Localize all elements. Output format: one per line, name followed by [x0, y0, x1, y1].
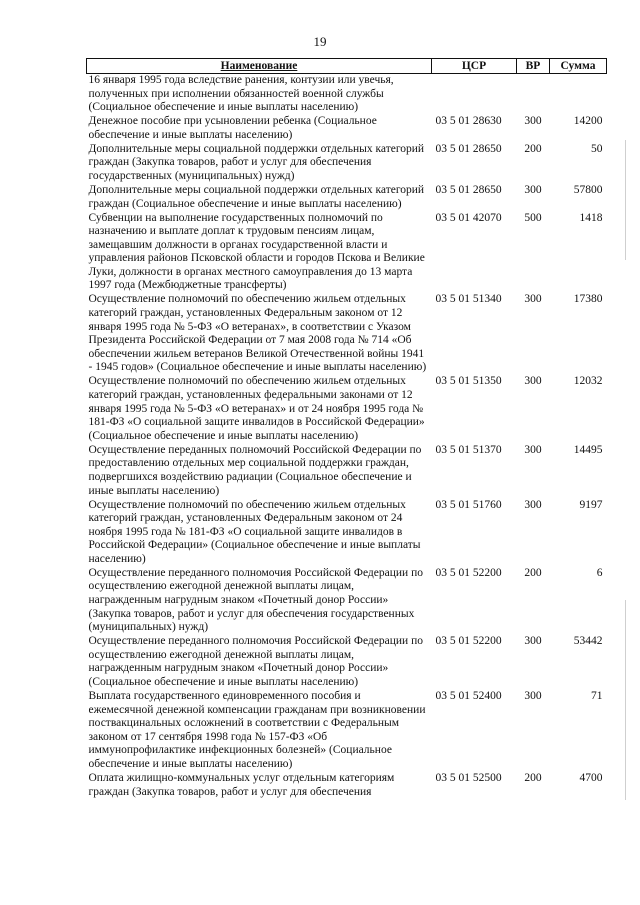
row-csr: 03 5 01 28650 — [435, 183, 502, 196]
row-name: 16 января 1995 года вследствие ранения, контузии или увечья, полученных при исполнении обязанностей военной службы (Социальное обеспечение и иные выплаты населению) — [88, 74, 394, 114]
row-vr: 300 — [524, 443, 542, 456]
table-row — [87, 375, 607, 443]
page-number: 19 — [313, 34, 327, 49]
row-sum: 6 — [596, 566, 603, 579]
table-row — [87, 115, 607, 143]
row-vr: 300 — [524, 635, 542, 648]
table-row — [87, 212, 607, 294]
row-sum: 1418 — [579, 211, 603, 224]
row-name: Субвенции на выполнение государственных полномочий по назначению и выплате доплат к трудовым пенсиям лицам, замещавшим должности в органах государственной власти и управления районов Псковской области и городов Пскова и Великие Луки, должности в органах местного самоуправления до 13 марта 1997 года (Межбюджетные трансферты) — [88, 211, 425, 292]
row-vr: 300 — [524, 690, 542, 703]
row-csr: 03 5 01 52500 — [435, 771, 502, 784]
row-name: Дополнительные меры социальной поддержки отдельных категорий граждан (Социальное обеспечение и иные выплаты населению) — [88, 183, 425, 210]
header-sum: Сумма — [550, 59, 607, 74]
row-name: Осуществление полномочий по обеспечению жильем отдельных категорий граждан, установленных Федеральным законом от 12 января 1995 года № 5-ФЗ «О ветеранах», в соответствии с Указом Президента Российской Федерации от 7 мая 2008 года № 714 «Об обеспечении жильем ветеранов Великой Отечественной войны 1941 - 1945 годов» (Социальное обеспечение и иные выплаты населению) — [88, 293, 427, 374]
row-name: Оплата жилищно-коммунальных услуг отдельным категориям граждан (Закупка товаров, работ и услуг для обеспечения — [88, 771, 395, 798]
table-row — [87, 499, 607, 567]
row-sum: 14200 — [573, 115, 603, 128]
table-row — [87, 184, 607, 212]
table-row — [87, 635, 607, 690]
row-sum: 14495 — [573, 443, 603, 456]
table-body — [87, 74, 607, 800]
row-vr — [517, 74, 550, 116]
table-row — [87, 143, 607, 184]
row-csr: 03 5 01 51370 — [435, 443, 502, 456]
row-sum: 17380 — [573, 293, 603, 306]
row-name: Денежное пособие при усыновлении ребенка (Социальное обеспечение и иные выплаты населению) — [88, 115, 377, 141]
row-csr: 03 5 01 42070 — [435, 211, 502, 224]
row-name: Дополнительные меры социальной поддержки отдельных категорий граждан (Закупка товаров, работ и услуг для обеспечения государственных (муниципальных) нужд) — [88, 142, 425, 182]
table-row — [87, 444, 607, 499]
row-csr: 03 5 01 28650 — [435, 142, 502, 155]
header-name: Наименование — [87, 59, 432, 74]
header-csr: ЦСР — [432, 59, 517, 74]
row-name: Осуществление полномочий по обеспечению жильем отдельных категорий граждан, установленных Федеральным законом от 24 ноября 1995 года № 181-ФЗ «О социальной защите инвалидов в Российской Федерации» (Социальное обеспечение и иные выплаты населению) — [88, 498, 421, 565]
row-csr: 03 5 01 52400 — [435, 690, 502, 703]
row-sum: 4700 — [579, 771, 603, 784]
scan-edge-line — [625, 140, 626, 260]
row-vr: 300 — [524, 293, 542, 306]
row-vr: 200 — [524, 771, 542, 784]
row-name: Осуществление переданного полномочия Российской Федерации по осуществлению ежегодной денежной выплаты лицам, награжденным нагрудным знаком «Почетный донор России» (Закупка товаров, работ и услуг для обеспечения государственных (муниципальных) нужд) — [88, 566, 423, 634]
row-vr: 300 — [524, 183, 542, 196]
row-vr: 300 — [524, 375, 542, 388]
table-header-row — [87, 59, 607, 74]
row-name: Выплата государственного единовременного пособия и ежемесячной денежной компенсации гражданам при возникновении поствакцинальных осложнений в соответствии с Федеральным законом от 17 сентября 1998 года № 157-ФЗ «Об иммунопрофилактике инфекционных болезней» (Социальное обеспечение и иные выплаты населению) — [88, 690, 426, 770]
row-csr: 03 5 01 51760 — [435, 498, 502, 511]
row-sum: 9197 — [579, 498, 603, 511]
row-sum — [550, 74, 607, 116]
row-vr: 500 — [524, 211, 542, 224]
row-csr: 03 5 01 51340 — [435, 293, 502, 306]
header-vr: ВР — [517, 59, 550, 74]
row-vr: 200 — [524, 142, 542, 155]
row-sum: 57800 — [573, 183, 603, 196]
row-name: Осуществление полномочий по обеспечению жильем отдельных категорий граждан, установленных федеральными законами от 12 января 1995 года № 5-ФЗ «О ветеранах» и от 24 ноября 1995 года № 181-ФЗ «О социальной защите инвалидов в Российской Федерации» (Социальное обеспечение и иные выплаты населению) — [88, 375, 425, 442]
row-sum: 71 — [591, 690, 603, 703]
budget-table — [86, 58, 607, 800]
row-vr: 300 — [524, 115, 542, 128]
row-csr: 03 5 01 28630 — [435, 115, 502, 128]
scan-edge-line — [625, 600, 626, 800]
table-row — [87, 567, 607, 635]
row-name: Осуществление переданного полномочия Российской Федерации по осуществлению ежегодной денежной выплаты лицам, награжденным нагрудным знаком «Почетный донор России» (Социальное обеспечение и иные выплаты населению) — [88, 635, 423, 689]
row-vr: 200 — [524, 566, 542, 579]
row-sum: 12032 — [573, 375, 603, 388]
row-sum: 50 — [591, 142, 603, 155]
row-csr — [432, 74, 517, 116]
table-row — [87, 293, 607, 375]
row-name: Осуществление переданных полномочий Российской Федерации по предоставлению отдельных мер социальной поддержки граждан, подвергшихся воздействию радиации (Социальное обеспечение и иные выплаты населению) — [88, 443, 422, 497]
row-csr: 03 5 01 51350 — [435, 375, 502, 388]
row-sum: 53442 — [573, 635, 603, 648]
row-vr: 300 — [524, 498, 542, 511]
row-csr: 03 5 01 52200 — [435, 635, 502, 648]
row-csr: 03 5 01 52200 — [435, 566, 502, 579]
table-row — [87, 690, 607, 772]
table-row — [87, 74, 607, 116]
table-row — [87, 772, 607, 800]
